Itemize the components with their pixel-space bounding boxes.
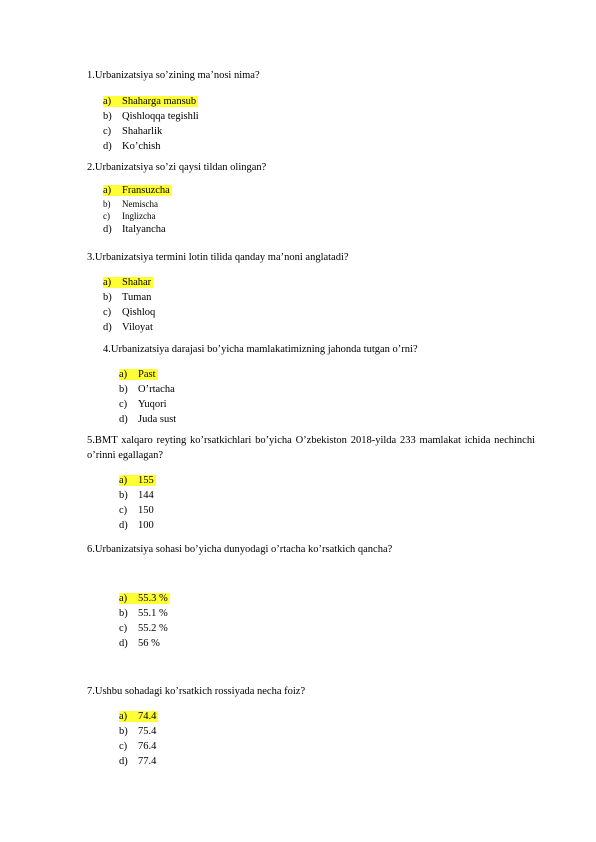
option-letter: c) (119, 623, 128, 634)
question-3-option-a (103, 275, 155, 290)
question-5-option-d (119, 518, 156, 533)
question-7-option-c (119, 739, 158, 754)
question-5-options (119, 473, 156, 533)
question-5-option-a (119, 473, 156, 488)
question-2-option-a (103, 183, 172, 198)
option-text: 76.4 (138, 741, 157, 752)
question-7-option-d (119, 754, 158, 769)
question-3-option-c (103, 305, 155, 320)
question-4-options (119, 367, 176, 427)
option-letter: a) (119, 593, 128, 604)
option-letter: d) (103, 141, 112, 152)
option-letter: d) (103, 322, 112, 333)
question-2-options (103, 183, 172, 237)
option-text: Qishloq (122, 307, 156, 318)
option-letter: a) (103, 96, 112, 107)
option-text: 75.4 (138, 726, 157, 737)
option-text: 55.2 % (138, 623, 168, 634)
question-4-option-a (119, 367, 176, 382)
option-text: Yuqori (138, 399, 167, 410)
option-text: Inglizcha (122, 211, 156, 221)
option-text: 100 (138, 520, 154, 531)
option-letter: d) (119, 638, 128, 649)
question-2-option-c (103, 210, 172, 222)
option-letter: c) (119, 505, 128, 516)
option-letter: a) (103, 277, 112, 288)
question-6-option-d (119, 636, 170, 651)
question-6-text: 6.Urbanizatsiya sohasi bo’yicha dunyodagi o’rtacha ko’rsatkich qancha? (87, 544, 393, 555)
question-5-option-c (119, 503, 156, 518)
question-7-option-b (119, 724, 158, 739)
option-text: Italyancha (122, 224, 166, 235)
question-2-text: 2.Urbanizatsiya so’zi qaysi tildan olingan? (87, 162, 267, 173)
option-letter: b) (119, 608, 128, 619)
question-1-option-c (103, 124, 199, 139)
option-text: 150 (138, 505, 154, 516)
option-letter: a) (119, 369, 128, 380)
question-6-options (119, 591, 170, 651)
option-letter: c) (119, 399, 128, 410)
question-6-option-a (119, 591, 170, 606)
question-7-option-a (119, 709, 158, 724)
option-letter: b) (103, 111, 112, 122)
option-text: Past (138, 369, 156, 380)
question-7-options (119, 709, 158, 769)
option-letter: b) (103, 292, 112, 303)
option-text: 77.4 (138, 756, 157, 767)
question-4-option-c (119, 397, 176, 412)
option-letter: b) (119, 384, 128, 395)
question-3-text: 3.Urbanizatsiya termini lotin tilida qanday ma’noni anglatadi? (87, 252, 349, 263)
option-letter: d) (119, 756, 128, 767)
question-3-option-b (103, 290, 155, 305)
question-6-option-b (119, 606, 170, 621)
option-letter: b) (119, 726, 128, 737)
question-4-text: 4.Urbanizatsiya darajasi bo’yicha mamlakatimizning jahonda tutgan o’rni? (103, 344, 418, 355)
option-text: Tuman (122, 292, 152, 303)
option-text: Nemischa (122, 199, 158, 209)
question-1-option-a (103, 94, 199, 109)
question-1-option-d (103, 139, 199, 154)
question-4-option-b (119, 382, 176, 397)
question-1-options (103, 94, 199, 154)
option-text: Ko’chish (122, 141, 161, 152)
option-letter: c) (119, 741, 128, 752)
question-4-option-d (119, 412, 176, 427)
option-letter: b) (119, 490, 128, 501)
option-text: Shahar (122, 277, 152, 288)
question-2-option-b (103, 198, 172, 210)
option-letter: d) (119, 414, 128, 425)
option-text: 55.3 % (138, 593, 168, 604)
option-text: O’rtacha (138, 384, 175, 395)
option-text: Qishloqqa tegishli (122, 111, 199, 122)
option-text: Viloyat (122, 322, 153, 333)
option-text: 144 (138, 490, 154, 501)
option-letter: b) (103, 199, 111, 209)
question-5-text: 5.BMT xalqaro reyting ko’rsatkichlari bo’yicha O’zbekiston 2018-yilda 233 mamlakat ichida nechinchi o’rinni egallagan? (87, 435, 535, 461)
option-letter: a) (103, 185, 112, 196)
option-letter: d) (119, 520, 128, 531)
question-3-options (103, 275, 155, 335)
option-text: Juda sust (138, 414, 177, 425)
question-1-text: 1.Urbanizatsiya so’zining ma’nosi nima? (87, 70, 260, 81)
question-2-option-d (103, 222, 172, 237)
option-letter: d) (103, 224, 112, 235)
option-text: Fransuzcha (122, 185, 170, 196)
option-text: 55.1 % (138, 608, 168, 619)
question-3-option-d (103, 320, 155, 335)
option-text: 56 % (138, 638, 160, 649)
option-text: Shaharga mansub (122, 96, 197, 107)
question-5-option-b (119, 488, 156, 503)
option-letter: c) (103, 126, 112, 137)
option-text: Shaharlik (122, 126, 163, 137)
option-text: 155 (138, 475, 154, 486)
question-7-text: 7.Ushbu sohadagi ko’rsatkich rossiyada necha foiz? (87, 686, 306, 697)
option-text: 74.4 (138, 711, 157, 722)
option-letter: c) (103, 307, 112, 318)
option-letter: c) (103, 211, 110, 221)
question-1-option-b (103, 109, 199, 124)
option-letter: a) (119, 711, 128, 722)
question-6-option-c (119, 621, 170, 636)
option-letter: a) (119, 475, 128, 486)
